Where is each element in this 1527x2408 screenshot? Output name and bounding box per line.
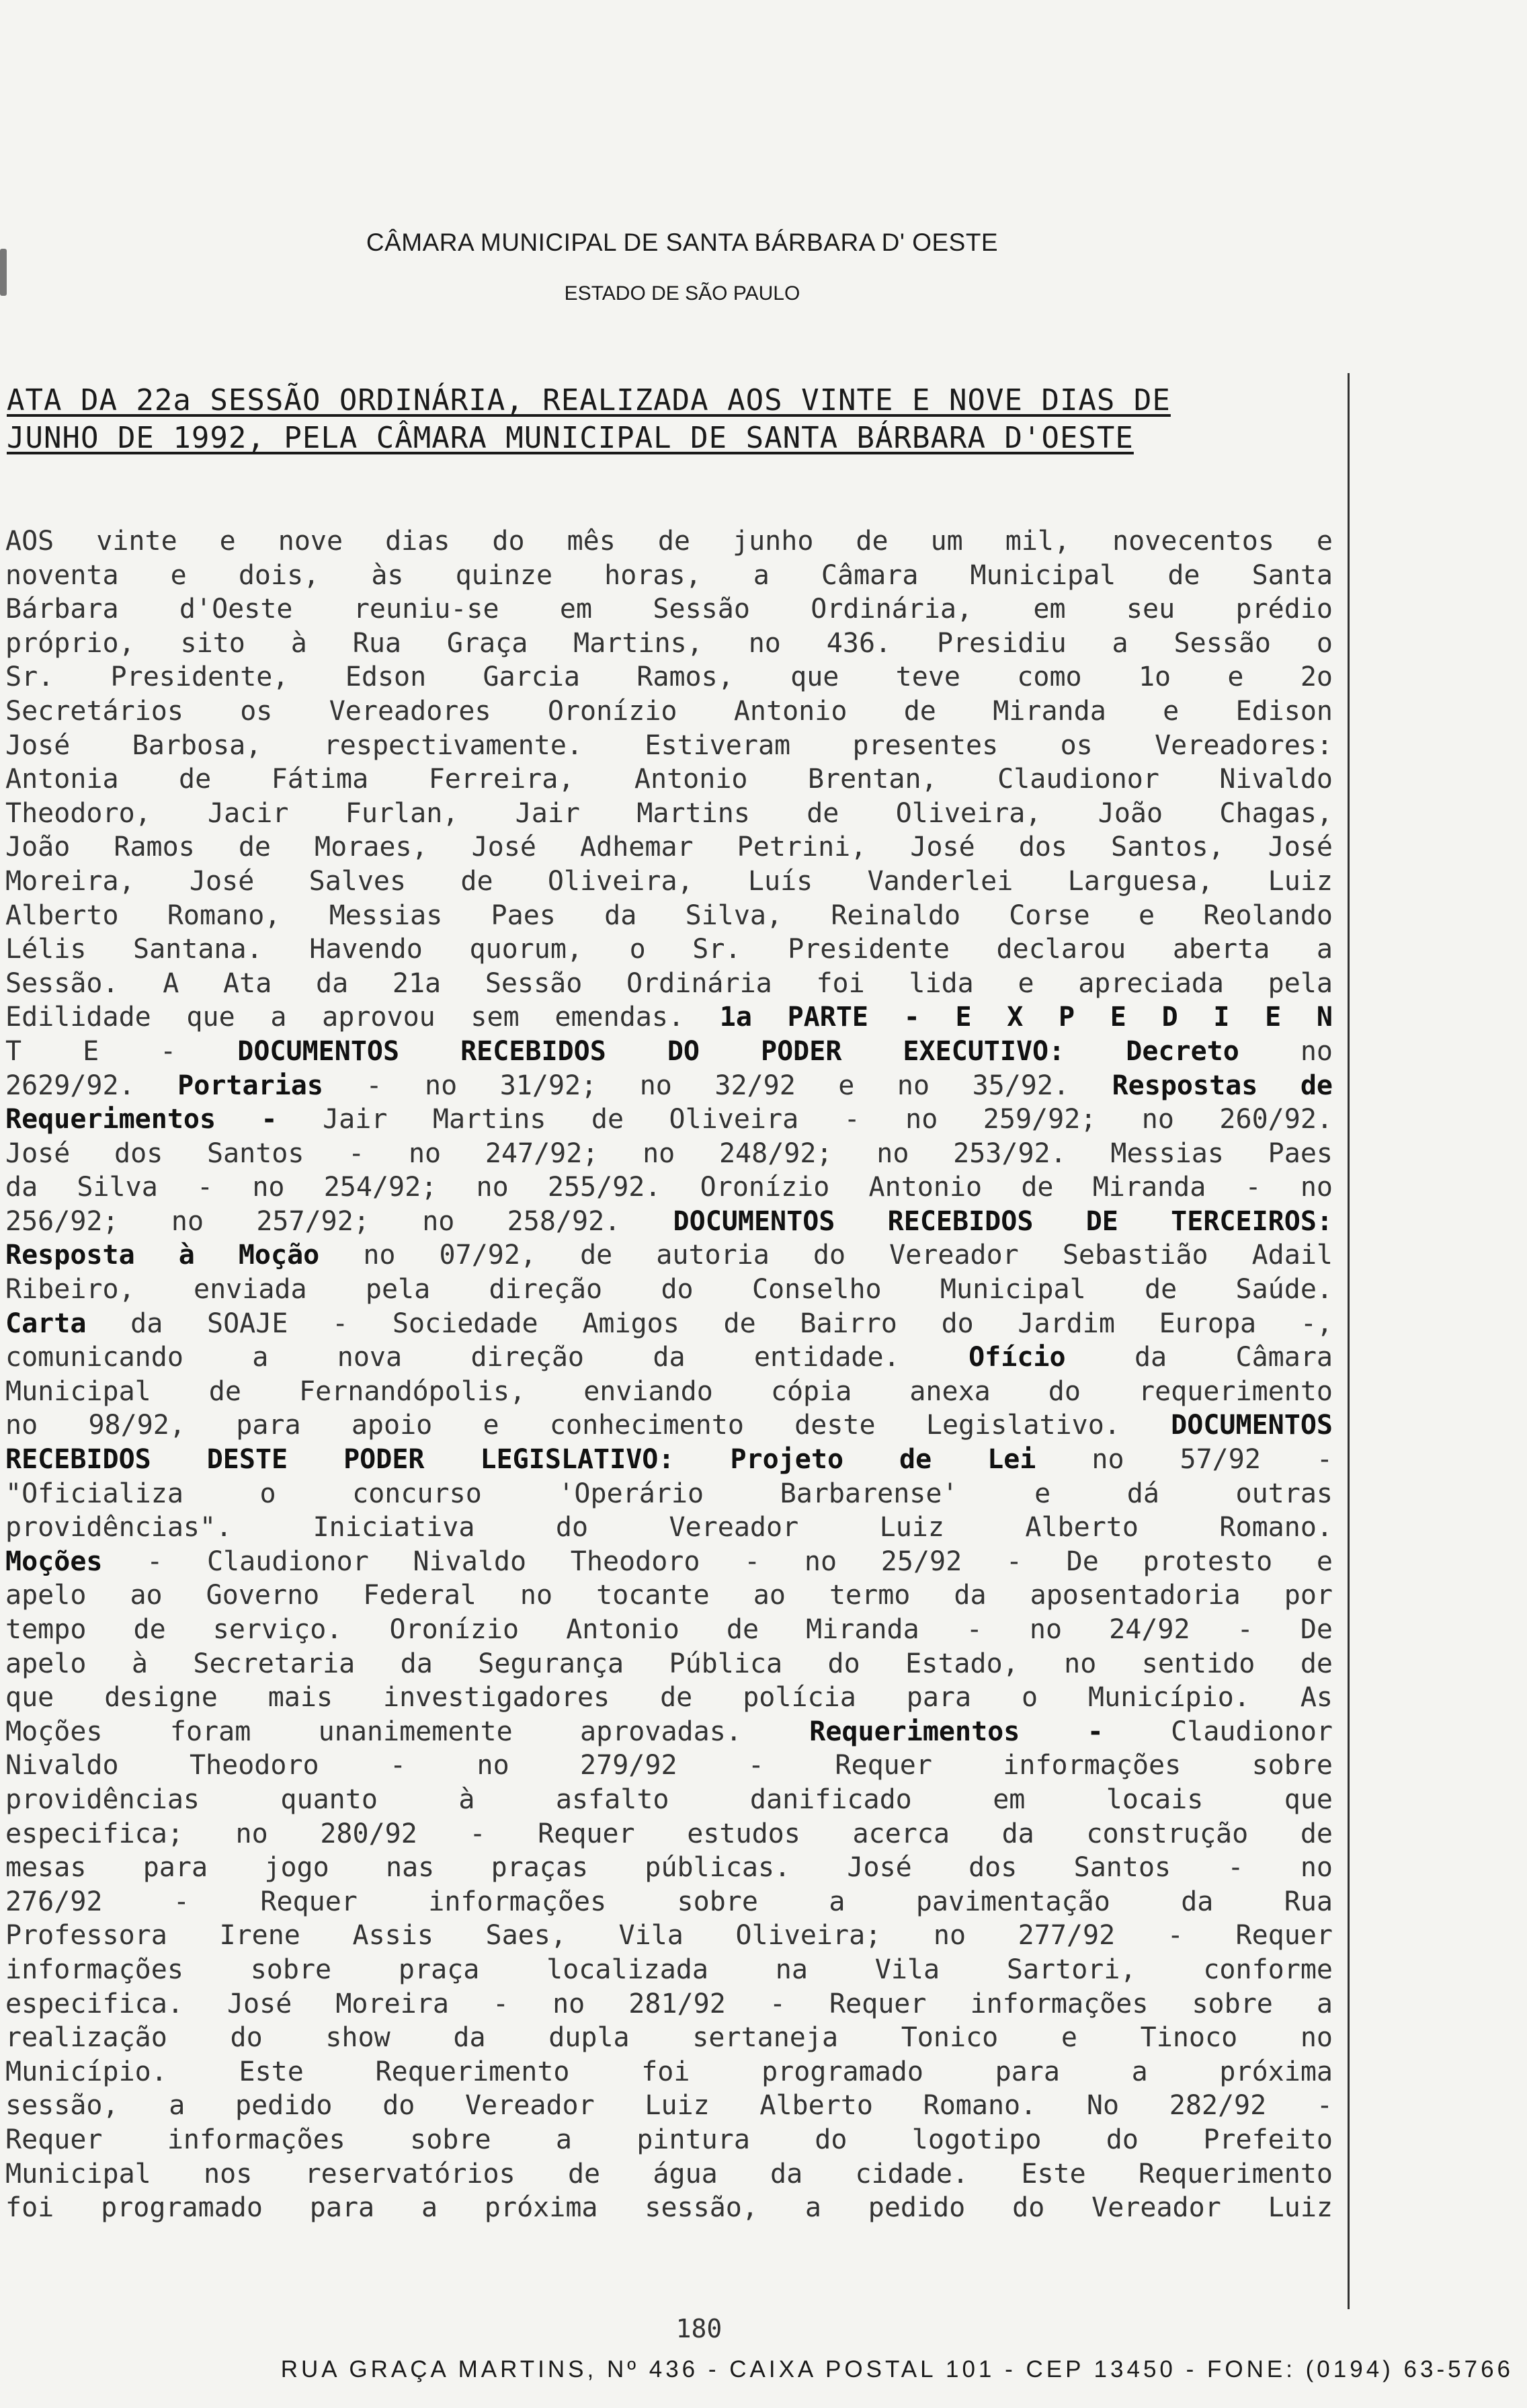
text-line: Requer informações sobre a pintura do logotipo do Prefeito (5, 2124, 1333, 2155)
text-run: da SOAJE - Sociedade Amigos de Bairro do Jardim Europa -, (130, 1308, 1333, 1339)
text-line: Professora Irene Assis Saes, Vila Oliveira; no 277/92 - Requer (5, 1920, 1333, 1952)
text-line: José Barbosa, respectivamente. Estiveram presentes os Vereadores: (5, 729, 1333, 761)
bold-label: Requerimentos - (809, 1716, 1104, 1747)
bold-label: Requerimentos - (5, 1104, 278, 1135)
text-line: Sessão. A Ata da 21a Sessão Ordinária foi lida e apreciada pela (5, 967, 1333, 999)
text-line (5, 1408, 1333, 1443)
footer-address: RUA GRAÇA MARTINS, Nº 436 - CAIXA POSTAL 101 - CEP 13450 - FONE: (0194) 63-5766 (280, 2356, 1514, 2382)
bold-label: Ofício (968, 1342, 1066, 1373)
bold-label: Decreto (1126, 1035, 1239, 1067)
text-line (5, 1443, 1333, 1477)
text-line (5, 1715, 1333, 1749)
text-line: 276/92 - Requer informações sobre a pavimentação da Rua (5, 1886, 1333, 1917)
text-line: Município. Este Requerimento foi programado para a próxima (5, 2056, 1333, 2087)
text-line: apelo ao Governo Federal no tocante ao termo da aposentadoria por (5, 1580, 1333, 1611)
text-line (5, 1102, 1333, 1137)
margin-rule (1348, 373, 1350, 2309)
section-subtitle: DOCUMENTOS RECEBIDOS DE TERCEIROS: (673, 1205, 1333, 1237)
bold-label: Moções (5, 1546, 103, 1577)
text-line: João Ramos de Moraes, José Adhemar Petrini, José dos Santos, José (5, 832, 1333, 863)
text-line: da Silva - no 254/92; no 255/92. Oronízio Antonio de Miranda - no (5, 1172, 1333, 1203)
text-line: Bárbara d'Oeste reuniu-se em Sessão Ordinária, em seu prédio (5, 594, 1333, 625)
text-line: Secretários os Vereadores Oronízio Antonio de Miranda e Edison (5, 695, 1333, 727)
text-line: especifica. José Moreira - no 281/92 - Requer informações sobre a (5, 1988, 1333, 2019)
text-line: Sr. Presidente, Edson Garcia Ramos, que teve como 1o e 2o (5, 661, 1333, 693)
section-subtitle: DOCUMENTOS (1171, 1410, 1333, 1441)
text-run: comunicando a nova direção da entidade. (5, 1342, 900, 1373)
text-line: noventa e dois, às quinze horas, a Câmara Municipal de Santa (5, 559, 1333, 591)
text-line: que designe mais investigadores de polícia para o Município. As (5, 1682, 1333, 1714)
text-run: Claudionor (1171, 1716, 1333, 1747)
text-run: no 98/92, para apoio e conhecimento deste Legislativo. (5, 1410, 1120, 1441)
text-line: realização do show da dupla sertaneja Tonico e Tinoco no (5, 2022, 1333, 2054)
text-line: sessão, a pedido do Vereador Luiz Alberto Romano. No 282/92 - (5, 2090, 1333, 2122)
bold-label: Respostas de (1112, 1070, 1333, 1101)
heading-line-2: JUNHO DE 1992, PELA CÂMARA MUNICIPAL DE SANTA BÁRBARA D'OESTE (7, 421, 1134, 455)
text-run: 2629/92. (5, 1070, 135, 1101)
text-line: tempo de serviço. Oronízio Antonio de Miranda - no 24/92 - De (5, 1614, 1333, 1645)
bold-label: Portarias (177, 1070, 323, 1101)
text-line: Nivaldo Theodoro - no 279/92 - Requer informações sobre (5, 1750, 1333, 1781)
text-run: no 57/92 - (1091, 1444, 1333, 1476)
text-run: Jair Martins de Oliveira - no 259/92; no 260/92. (323, 1104, 1333, 1135)
section-subtitle: DOCUMENTOS RECEBIDOS DO PODER EXECUTIVO: (237, 1035, 1065, 1067)
text-line: providências". Iniciativa do Vereador Luiz Alberto Romano. (5, 1512, 1333, 1543)
text-line: Antonia de Fátima Ferreira, Antonio Brentan, Claudionor Nivaldo (5, 764, 1333, 795)
text-run: no 07/92, de autoria do Vereador Sebastião Adail (363, 1240, 1333, 1271)
text-line: Theodoro, Jacir Furlan, Jair Martins de Oliveira, João Chagas, (5, 797, 1333, 829)
text-line: Municipal nos reservatórios de água da cidade. Este Requerimento (5, 2158, 1333, 2190)
text-line (5, 1035, 1333, 1069)
text-run: - Claudionor Nivaldo Theodoro - no 25/92 - De protesto e (147, 1546, 1333, 1577)
text-line (5, 1307, 1333, 1341)
text-line (5, 1340, 1333, 1375)
bold-label: Resposta à Moção (5, 1240, 320, 1271)
text-line: José dos Santos - no 247/92; no 248/92; no 253/92. Messias Paes (5, 1137, 1333, 1169)
page-number: 180 (675, 2314, 723, 2343)
text-line (5, 1205, 1333, 1239)
text-line: mesas para jogo nas praças públicas. José dos Santos - no (5, 1852, 1333, 1884)
text-line: próprio, sito à Rua Graça Martins, no 436. Presidiu a Sessão o (5, 627, 1333, 659)
text-line (5, 1000, 1333, 1035)
text-line: Moreira, José Salves de Oliveira, Luís Vanderlei Larguesa, Luiz (5, 865, 1333, 897)
minutes-body (5, 524, 1333, 2225)
text-line: especifica; no 280/92 - Requer estudos acerca da construção de (5, 1818, 1333, 1849)
text-run: 256/92; no 257/92; no 258/92. (5, 1205, 621, 1237)
text-line (5, 1545, 1333, 1579)
text-line: AOS vinte e nove dias do mês de junho de um mil, novecentos e (5, 526, 1333, 557)
text-run: Edilidade que a aprovou sem emendas. (5, 1002, 685, 1033)
text-line: Alberto Romano, Messias Paes da Silva, Reinaldo Corse e Reolando (5, 899, 1333, 931)
text-line: foi programado para a próxima sessão, a pedido do Vereador Luiz (5, 2192, 1333, 2224)
text-run: T E - (5, 1035, 177, 1067)
text-line: Municipal de Fernandópolis, enviando cópia anexa do requerimento (5, 1375, 1333, 1407)
text-line (5, 1069, 1333, 1103)
text-line: apelo à Secretaria da Segurança Pública do Estado, no sentido de (5, 1648, 1333, 1679)
text-line: informações sobre praça localizada na Vila Sartori, conforme (5, 1954, 1333, 1985)
document-heading (7, 382, 1311, 457)
section-title: 1a PARTE - E X P E D I E N (719, 1002, 1333, 1033)
section-subtitle: RECEBIDOS DESTE PODER LEGISLATIVO: Projeto de Lei (5, 1444, 1036, 1476)
bold-label: Carta (5, 1308, 87, 1339)
text-run: - no 31/92; no 32/92 e no 35/92. (366, 1070, 1070, 1101)
letterhead-state: ESTADO DE SÃO PAULO (564, 282, 800, 305)
text-line: "Oficializa o concurso 'Operário Barbarense' e dá outras (5, 1478, 1333, 1509)
text-run: Moções foram unanimemente aprovadas. (5, 1716, 742, 1747)
text-line: providências quanto à asfalto danificado em locais que (5, 1783, 1333, 1815)
letterhead-title: CÂMARA MUNICIPAL DE SANTA BÁRBARA D' OESTE (366, 229, 999, 256)
text-line (5, 1238, 1333, 1273)
text-run: da Câmara (1134, 1342, 1333, 1373)
text-line: Ribeiro, enviada pela direção do Conselho Municipal de Saúde. (5, 1274, 1333, 1306)
heading-line-1: ATA DA 22a SESSÃO ORDINÁRIA, REALIZADA AOS VINTE E NOVE DIAS DE (7, 383, 1171, 417)
text-run: no (1300, 1035, 1333, 1067)
text-line: Lélis Santana. Havendo quorum, o Sr. Presidente declarou aberta a (5, 934, 1333, 965)
